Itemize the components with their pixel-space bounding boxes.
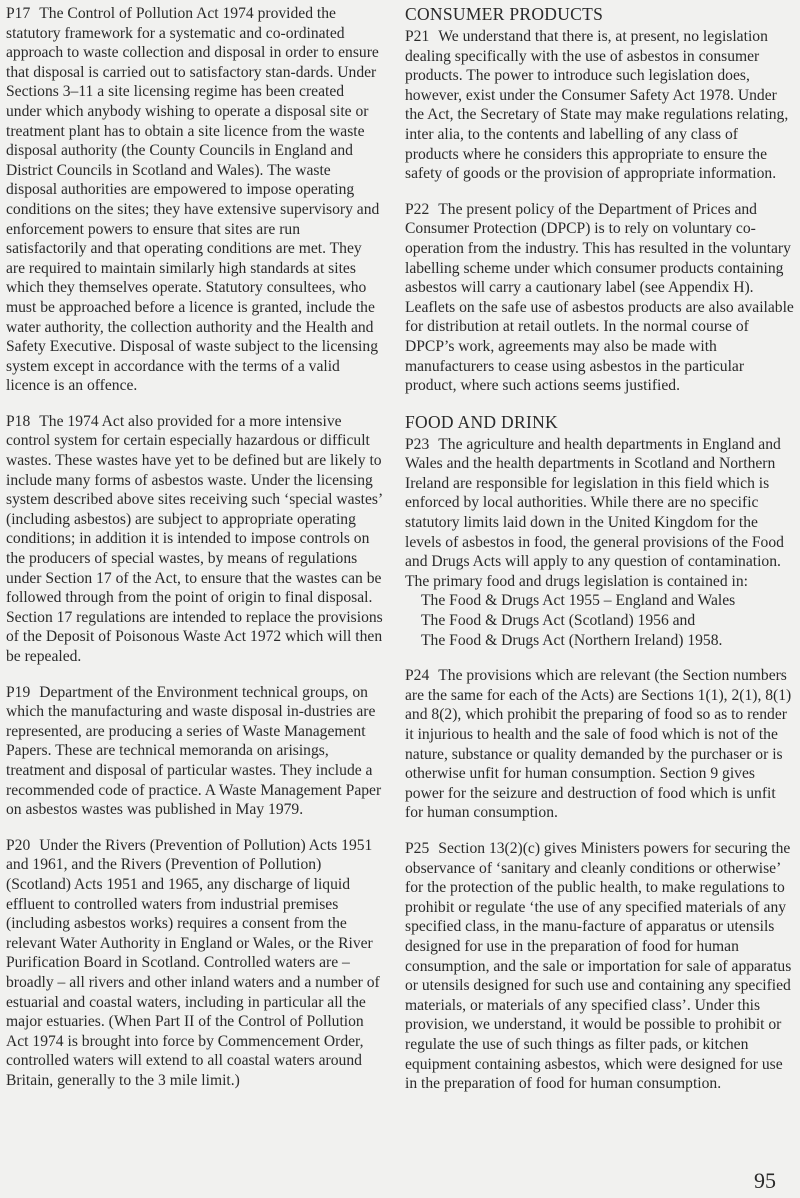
list-item: The Food & Drugs Act (Scotland) 1956 and xyxy=(421,612,696,630)
paragraph-p17 xyxy=(6,4,383,396)
paragraph-number: P25 xyxy=(405,839,430,857)
paragraph-number: P20 xyxy=(6,836,31,854)
paragraph-p22 xyxy=(405,200,795,396)
paragraph-number: P23 xyxy=(405,435,430,453)
paragraph-text: We understand that there is, at present, no legislation dealing specifically with the use of asbestos in consumer products. The power to introduce such legislation does, however, exist under the Consumer Safety Act 1978. Under the Act, the Secretary of State may make regulations relating, inter alia, to the contents and labelling of any class of products where he considers this appropriate to ensure the safety of goods or the provision of appropriate information. xyxy=(405,28,789,183)
section-heading-consumer-products: CONSUMER PRODUCTS xyxy=(405,4,604,24)
paragraph-text: The provisions which are relevant (the Section numbers are the same for each of the Acts) are Sections 1(1), 2(1), 8(1) and 8(2), which prohibit the preparing of food so as to render it injurious to health and the sale of food which is not of the nature, substance or quality demanded by the purchaser or is otherwise unfit for human consumption. Section 9 gives power for the seizure and destruction of food which is unfit for human consumption. xyxy=(405,667,792,822)
paragraph-p25 xyxy=(405,839,795,1094)
paragraph-p24 xyxy=(405,666,795,823)
paragraph-p23 xyxy=(405,435,795,592)
paragraph-text: Section 13(2)(c) gives Ministers powers for securing the observance of ‘sanitary and cleanly conditions or otherwise’ for the protection of the public health, to make regulations to prohibit or regulate ‘the use of any specified materials of any specified class, in the manu-facture of apparatus or utensils designed for use in the preparation of food for human consumption, and the sale or importation for sale of apparatus or utensils designed for such use and containing any specified materials, or materials of any specified class’. Under this provision, we understand, it would be possible to prohibit or regulate the use of such things as filter pads, or kitchen equipment containing asbestos, which were designed for use in the preparation of food for human consumption. xyxy=(405,839,792,1093)
paragraph-text: The agriculture and health departments in England and Wales and the health departments in Scotland and Northern Ireland are responsible for legislation in this field which is enforced by local authorities. While there are no specific statutory limits laid down in the United Kingdom for the levels of asbestos in food, the general provisions of the Food and Drugs Acts will apply to any question of contamination. The primary food and drugs legislation is contained in: xyxy=(405,435,784,590)
list-item: The Food & Drugs Act 1955 – England and Wales xyxy=(421,592,736,610)
paragraph-number: P19 xyxy=(6,683,31,701)
paragraph-number: P18 xyxy=(6,412,31,430)
paragraph-text: Under the Rivers (Prevention of Pollution) Acts 1951 and 1961, and the Rivers (Prevention of Pollution) (Scotland) Acts 1951 and 1965, any discharge of liquid effluent to controlled waters from industrial premises (including asbestos works) requires a consent from the relevant Water Authority in England or Wales, or the River Purification Board in Scotland. Controlled waters are – broadly – all rivers and other inland waters and a number of estuarial and coastal waters, including in particular all the major estuaries. (When Part II of the Control of Pollution Act 1974 is brought into force by Commencement Order, controlled waters will extend to all coastal waters around Britain, generally to the 3 mile limit.) xyxy=(6,836,380,1089)
paragraph-p21 xyxy=(405,27,795,184)
paragraph-number: P21 xyxy=(405,28,430,45)
paragraph-p19 xyxy=(6,683,383,820)
section-heading-food-and-drink: FOOD AND DRINK xyxy=(405,411,558,432)
paragraph-text: The Control of Pollution Act 1974 provided the statutory framework for a systematic and co-ordinated approach to waste collection and disposal in order to ensure that disposal is carried out to satisfactory stan-dards. Under Sections 3–11 a site licensing regime has been created under which anybody wishing to operate a disposal site or treatment plant has to obtain a site licence from the waste disposal authority (the County Councils in England and District Councils in Scotland and Wales). The waste disposal authorities are empowered to impose operating conditions on the sites; they have extensive supervisory and enforcement powers to ensure that sites are run satisfactorily and that operating conditions are met. They are required to maintain similarly high standards at sites which they themselves operate. Statutory consultees, who must be approached before a licence is granted, include the water authority, the collection authority and the Health and Safety Executive. Disposal of waste subject to the licensing system except in accordance with the terms of a valid licence is an offence. xyxy=(6,5,380,395)
paragraph-p18 xyxy=(6,412,383,667)
paragraph-p20 xyxy=(6,836,383,1091)
paragraph-number: P17 xyxy=(6,5,31,22)
list-item: The Food & Drugs Act (Northern Ireland) 1958. xyxy=(421,631,723,649)
food-drugs-acts-list xyxy=(405,591,795,650)
right-column xyxy=(405,4,795,1198)
paragraph-number: P22 xyxy=(405,200,430,218)
left-column xyxy=(6,4,383,1198)
paragraph-text: The present policy of the Department of Prices and Consumer Protection (DPCP) is to rely on voluntary co-operation from the industry. This has resulted in the voluntary labelling scheme under which consumer products containing asbestos will carry a cautionary label (see Appendix H). Leaflets on the safe use of asbestos products are also available for distribution at retail outlets. In the normal course of DPCP’s work, agreements may also be made with manufacturers to cease using asbestos in the particular product, where such actions seems justified. xyxy=(405,200,794,395)
page-number: 95 xyxy=(754,1168,776,1193)
paragraph-number: P24 xyxy=(405,667,430,685)
paragraph-text: Department of the Environment technical groups, on which the manufacturing and waste disposal in-dustries are represented, are producing a series of Waste Management Papers. These are technical memoranda on arisings, treatment and disposal of particular wastes. They include a recommended code of practice. A Waste Management Paper on asbestos wastes was published in May 1979. xyxy=(6,683,382,819)
paragraph-text: The 1974 Act also provided for a more intensive control system for certain especially hazardous or difficult wastes. These wastes have yet to be defined but are likely to include many forms of asbestos waste. Under the licensing system described above sites receiving such ‘special wastes’ (including asbestos) are subject to appropriate operating conditions; in addition it is intended to impose controls on the producers of special wastes, by means of regulations under Section 17 of the Act, to ensure that the wastes can be followed through from the point of origin to final disposal. Section 17 regulations are intended to replace the provisions of the Deposit of Poisonous Waste Act 1972 which will then be repealed. xyxy=(6,412,383,665)
